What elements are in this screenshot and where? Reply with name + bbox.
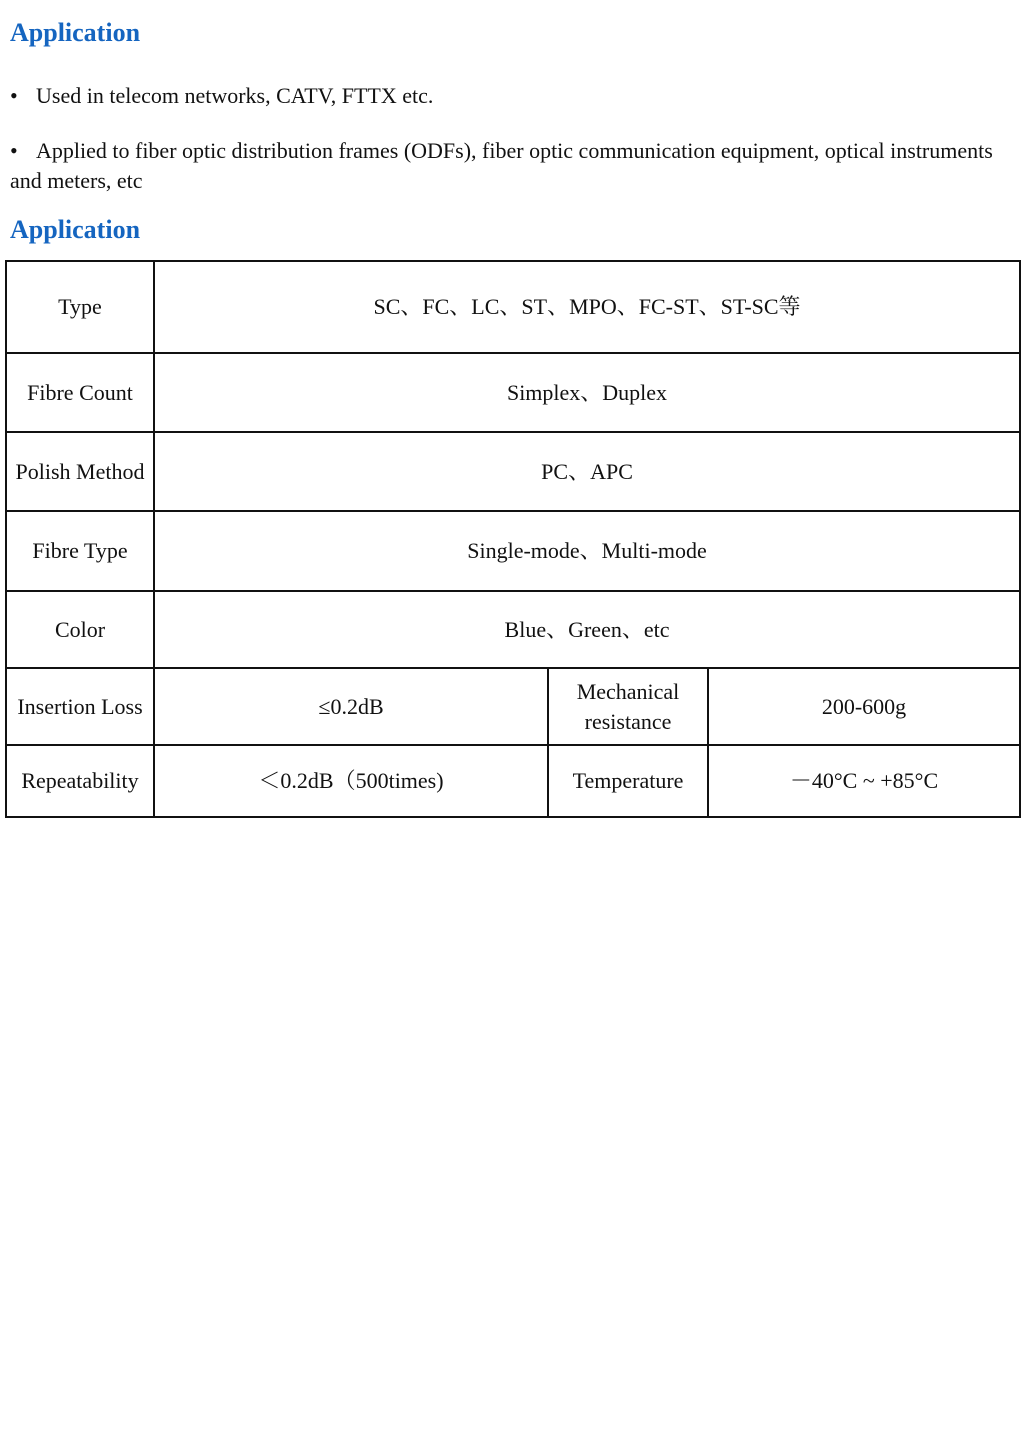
insertion-loss-label: Insertion Loss <box>6 668 154 745</box>
bullet-text: Applied to fiber optic distribution frames (ODFs), fiber optic communication equipment, optical instruments and meters, etc <box>10 138 993 193</box>
temperature-value: －40°C ~ +85°C <box>708 745 1020 817</box>
section-heading-application: Application <box>10 18 141 47</box>
table-row <box>6 591 1020 668</box>
table-row <box>6 511 1020 591</box>
color-label: Color <box>6 591 154 668</box>
bullet-text: Used in telecom networks, CATV, FTTX etc. <box>36 83 434 108</box>
table-row <box>6 353 1020 432</box>
bullet-marker: • <box>10 83 18 108</box>
table-row <box>6 261 1020 353</box>
fibre-type-value: Single-mode、Multi-mode <box>154 511 1020 591</box>
mechanical-resistance-label: Mechanical resistance <box>548 668 708 745</box>
color-value: Blue、Green、etc <box>154 591 1020 668</box>
fibre-type-label: Fibre Type <box>6 511 154 591</box>
section-heading-specifications: Application <box>10 215 141 244</box>
spec-table <box>5 260 1021 818</box>
temperature-label: Temperature <box>548 745 708 817</box>
repeatability-label: Repeatability <box>6 745 154 817</box>
polish-method-label: Polish Method <box>6 432 154 511</box>
polish-method-value: PC、APC <box>154 432 1020 511</box>
type-label: Type <box>6 261 154 353</box>
table-row <box>6 432 1020 511</box>
type-value: SC、FC、LC、ST、MPO、FC-ST、ST-SC等 <box>154 261 1020 353</box>
repeatability-value: ＜0.2dB（500times) <box>154 745 548 817</box>
mechanical-resistance-value: 200-600g <box>708 668 1020 745</box>
bullet-marker: • <box>10 138 18 163</box>
bullet-item <box>10 81 1000 111</box>
insertion-loss-value: ≤0.2dB <box>154 668 548 745</box>
table-row <box>6 668 1020 745</box>
fibre-count-label: Fibre Count <box>6 353 154 432</box>
table-row <box>6 745 1020 817</box>
bullet-item <box>10 136 1000 196</box>
fibre-count-value: Simplex、Duplex <box>154 353 1020 432</box>
